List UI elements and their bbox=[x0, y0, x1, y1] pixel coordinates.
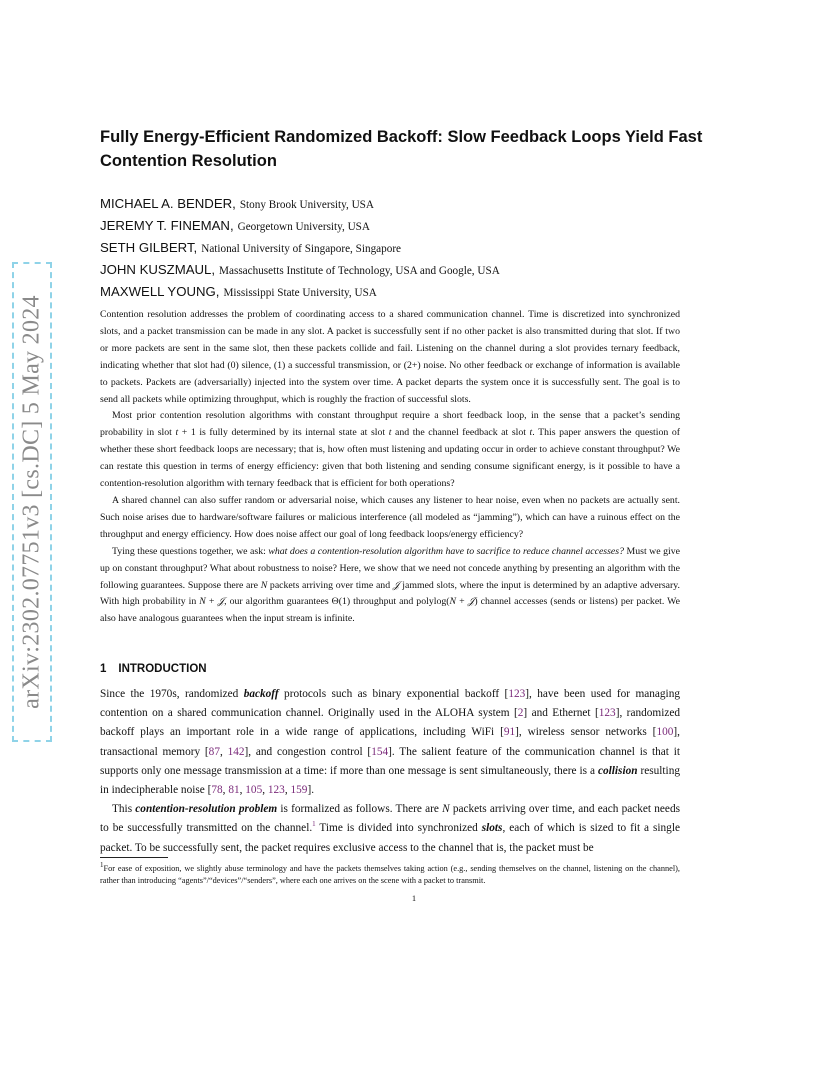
text-run: ], randomized backoff plays an important role in a wide range of applications, including WiFi [ bbox=[100, 707, 681, 739]
footnote-divider bbox=[100, 857, 168, 858]
text-run: This bbox=[112, 803, 136, 816]
text-run: packets arriving over time, and each packet needs to be successfully transmitted on the channel. bbox=[100, 803, 680, 835]
introduction-body bbox=[100, 685, 680, 858]
text-run: + 1 is fully determined by its internal state at slot bbox=[178, 427, 389, 439]
text-run: . This paper answers the question of whether these short feedback loops are necessary; that is, how often must listening and updating occur in order to achieve constant throughput? We can restate this question in terms of energy efficiency: given that both listening and sending consume significant energy, is it possible to have a contention-resolution algorithm with ternary feedback that is efficient for both operations? bbox=[100, 427, 681, 490]
author-affiliation: Massachusetts Institute of Technology, USA and Google, USA bbox=[219, 265, 500, 277]
defined-term: contention-resolution problem bbox=[135, 803, 278, 816]
author-entry bbox=[100, 259, 740, 281]
text-run: is formalized as follows. There are bbox=[277, 803, 443, 816]
text-run: and the channel feedback at slot bbox=[391, 427, 530, 439]
arxiv-stamp bbox=[12, 262, 52, 742]
text-run: Time is divided into synchronized bbox=[315, 822, 482, 835]
text-run: , bbox=[239, 784, 246, 797]
text-run: ]. The salient feature of the communication channel is that it supports only one message transmission at a time: if more than one message is sent simultaneously, there is a bbox=[100, 745, 680, 777]
math-var: N bbox=[260, 579, 268, 591]
text-run: , each of which is sized to fit a single packet. To be successfully sent, the packet requires exclusive access to the channel that is, the packet must be bbox=[100, 822, 680, 854]
citation-link[interactable]: 100 bbox=[656, 726, 674, 739]
math-var: 𝒥 bbox=[392, 579, 400, 591]
text-run: , bbox=[262, 784, 268, 797]
math-var: N bbox=[199, 596, 206, 608]
text-run: jammed slots, where the input is determined by an adaptive adversary. With high probability in bbox=[100, 579, 680, 608]
math-var: 𝒥 bbox=[467, 596, 475, 608]
math-var: t bbox=[388, 427, 392, 439]
defined-term: collision bbox=[597, 764, 638, 777]
defined-term: slots bbox=[481, 822, 503, 835]
citation-link[interactable]: 142 bbox=[227, 745, 245, 758]
text-run: ], and congestion control [ bbox=[244, 745, 372, 758]
footnote-text: For ease of exposition, we slightly abuse terminology and have the packets themselves taking action (e.g., sending themselves on the channel, listening on the channel), rather than introducing “agents”/“devices”/“senders”, where each one arrives on the scene with a packet to transmit. bbox=[100, 864, 680, 885]
abstract-paragraph bbox=[100, 544, 680, 629]
citation-link[interactable]: 2 bbox=[517, 707, 524, 720]
text-run: Must we give up on constant throughput? What about robustness to noise? Here, we show that we need not concede anything by presenting an algorithm with the following guarantees. Suppose there are bbox=[100, 545, 680, 591]
text-run: Most prior contention resolution algorithms with constant throughput require a short feedback loop, in the sense that a packet’s sending probability in slot bbox=[100, 410, 680, 439]
math-var: t bbox=[529, 427, 533, 439]
text-run: ], wireless sensor networks [ bbox=[515, 726, 657, 739]
citation-link[interactable]: 91 bbox=[503, 726, 516, 739]
citation-link[interactable]: 154 bbox=[371, 745, 389, 758]
text-run: , bbox=[284, 784, 291, 797]
abstract-paragraph: Contention resolution addresses the problem of coordinating access to a shared communication channel. Time is discretized into synchronized slots, and a packet transmission can be made in any slot. A packet is successfully sent if no other packet is also transmitted during that slot. If two or more packets are sent in the same slot, then these packets collide and fail. Listening on the channel during a slot provides ternary feedback, indicating whether that slot had (0) silence, (1) a successful transmission, or (2+) noise. No other feedback or exchange of information is available to packets. Packets are (adversarially) injected into the system over time. A packet departs the system once it is successfully sent. The goal is to send all packets while optimizing throughput, which is roughly the fraction of successful slots. bbox=[100, 309, 680, 405]
math-var: 𝒥 bbox=[217, 596, 225, 608]
arxiv-identifier: arXiv:2302.07751v3 [cs.DC] 5 May 2024 bbox=[18, 295, 45, 709]
text-run: + bbox=[456, 596, 468, 608]
author-name: JEREMY T. FINEMAN, bbox=[100, 218, 234, 233]
body-paragraph bbox=[100, 800, 680, 858]
section-title: INTRODUCTION bbox=[118, 663, 207, 675]
citation-link[interactable]: 123 bbox=[267, 784, 285, 797]
author-entry bbox=[100, 237, 740, 259]
author-entry bbox=[100, 193, 740, 215]
abstract-paragraph bbox=[100, 408, 680, 493]
emphasis-text: what does a contention-resolution algorithm have to sacrifice to reduce channel accesses? bbox=[268, 545, 624, 557]
abstract-paragraph: A shared channel can also suffer random or adversarial noise, which causes any listener to hear noise, even when no packets are actually sent. Such noise arises due to hardware/software failures or malicious interference (all modeled as “jamming”), which can have a ruinous effect on the throughput and energy efficiency. How does noise affect our goal of long feedback loops/energy efficiency? bbox=[100, 494, 680, 540]
text-run: resulting in indecipherable noise [ bbox=[100, 764, 680, 797]
text-run: ]. bbox=[307, 784, 315, 797]
page-number: 1 bbox=[411, 893, 417, 903]
section-heading bbox=[100, 663, 680, 675]
text-run: Tying these questions together, we ask: bbox=[112, 545, 269, 557]
text-run: ) channel accesses (sends or listens) per packet. We also have analogous guarantees when the input stream is infinite. bbox=[100, 596, 680, 625]
body-paragraph bbox=[100, 685, 680, 800]
citation-link[interactable]: 159 bbox=[290, 784, 308, 797]
math-var: N bbox=[442, 803, 450, 816]
footnote-marker[interactable]: 1 bbox=[312, 820, 316, 829]
footnote-number: 1 bbox=[100, 861, 104, 870]
author-name: MICHAEL A. BENDER, bbox=[100, 196, 236, 211]
text-run: packets arriving over time and bbox=[267, 579, 393, 591]
text-run: Since the 1970s, randomized bbox=[100, 688, 244, 700]
text-run: ], have been used for managing contention on a shared communication channel. Originally used in the ALOHA system [ bbox=[100, 688, 680, 720]
author-affiliation: Stony Brook University, USA bbox=[239, 199, 374, 211]
author-list bbox=[100, 193, 740, 303]
math-var: t bbox=[175, 427, 179, 439]
text-run: + bbox=[205, 596, 218, 608]
text-run: ] and Ethernet [ bbox=[523, 707, 599, 720]
text-run: , bbox=[222, 784, 229, 797]
math-var: N bbox=[449, 596, 457, 608]
author-name: JOHN KUSZMAUL, bbox=[100, 262, 216, 277]
citation-link[interactable]: 123 bbox=[598, 707, 616, 720]
footnote bbox=[100, 863, 680, 887]
author-affiliation: National University of Singapore, Singapore bbox=[201, 243, 402, 255]
abstract bbox=[100, 307, 680, 628]
author-affiliation: Georgetown University, USA bbox=[237, 221, 370, 233]
section-number: 1 bbox=[100, 663, 107, 675]
paper-title: Fully Energy-Efficient Randomized Backoff: Slow Feedback Loops Yield Fast Contention Resolution bbox=[100, 128, 703, 170]
text-run: , bbox=[219, 745, 228, 758]
author-name: MAXWELL YOUNG, bbox=[100, 284, 220, 299]
citation-link[interactable]: 105 bbox=[245, 784, 263, 797]
defined-term: backoff bbox=[243, 688, 279, 700]
author-entry bbox=[100, 215, 740, 237]
citation-link[interactable]: 87 bbox=[208, 745, 220, 758]
author-affiliation: Mississippi State University, USA bbox=[223, 287, 377, 299]
author-entry bbox=[100, 281, 740, 303]
text-run: , our algorithm guarantees Θ(1) throughput and polylog( bbox=[224, 596, 450, 608]
citation-link[interactable]: 78 bbox=[211, 784, 223, 797]
author-name: SETH GILBERT, bbox=[100, 240, 198, 255]
text-run: ], transactional memory [ bbox=[100, 726, 680, 758]
text-run: protocols such as binary exponential backoff [ bbox=[278, 688, 509, 700]
citation-link[interactable]: 81 bbox=[228, 784, 240, 797]
citation-link[interactable]: 123 bbox=[508, 688, 526, 700]
